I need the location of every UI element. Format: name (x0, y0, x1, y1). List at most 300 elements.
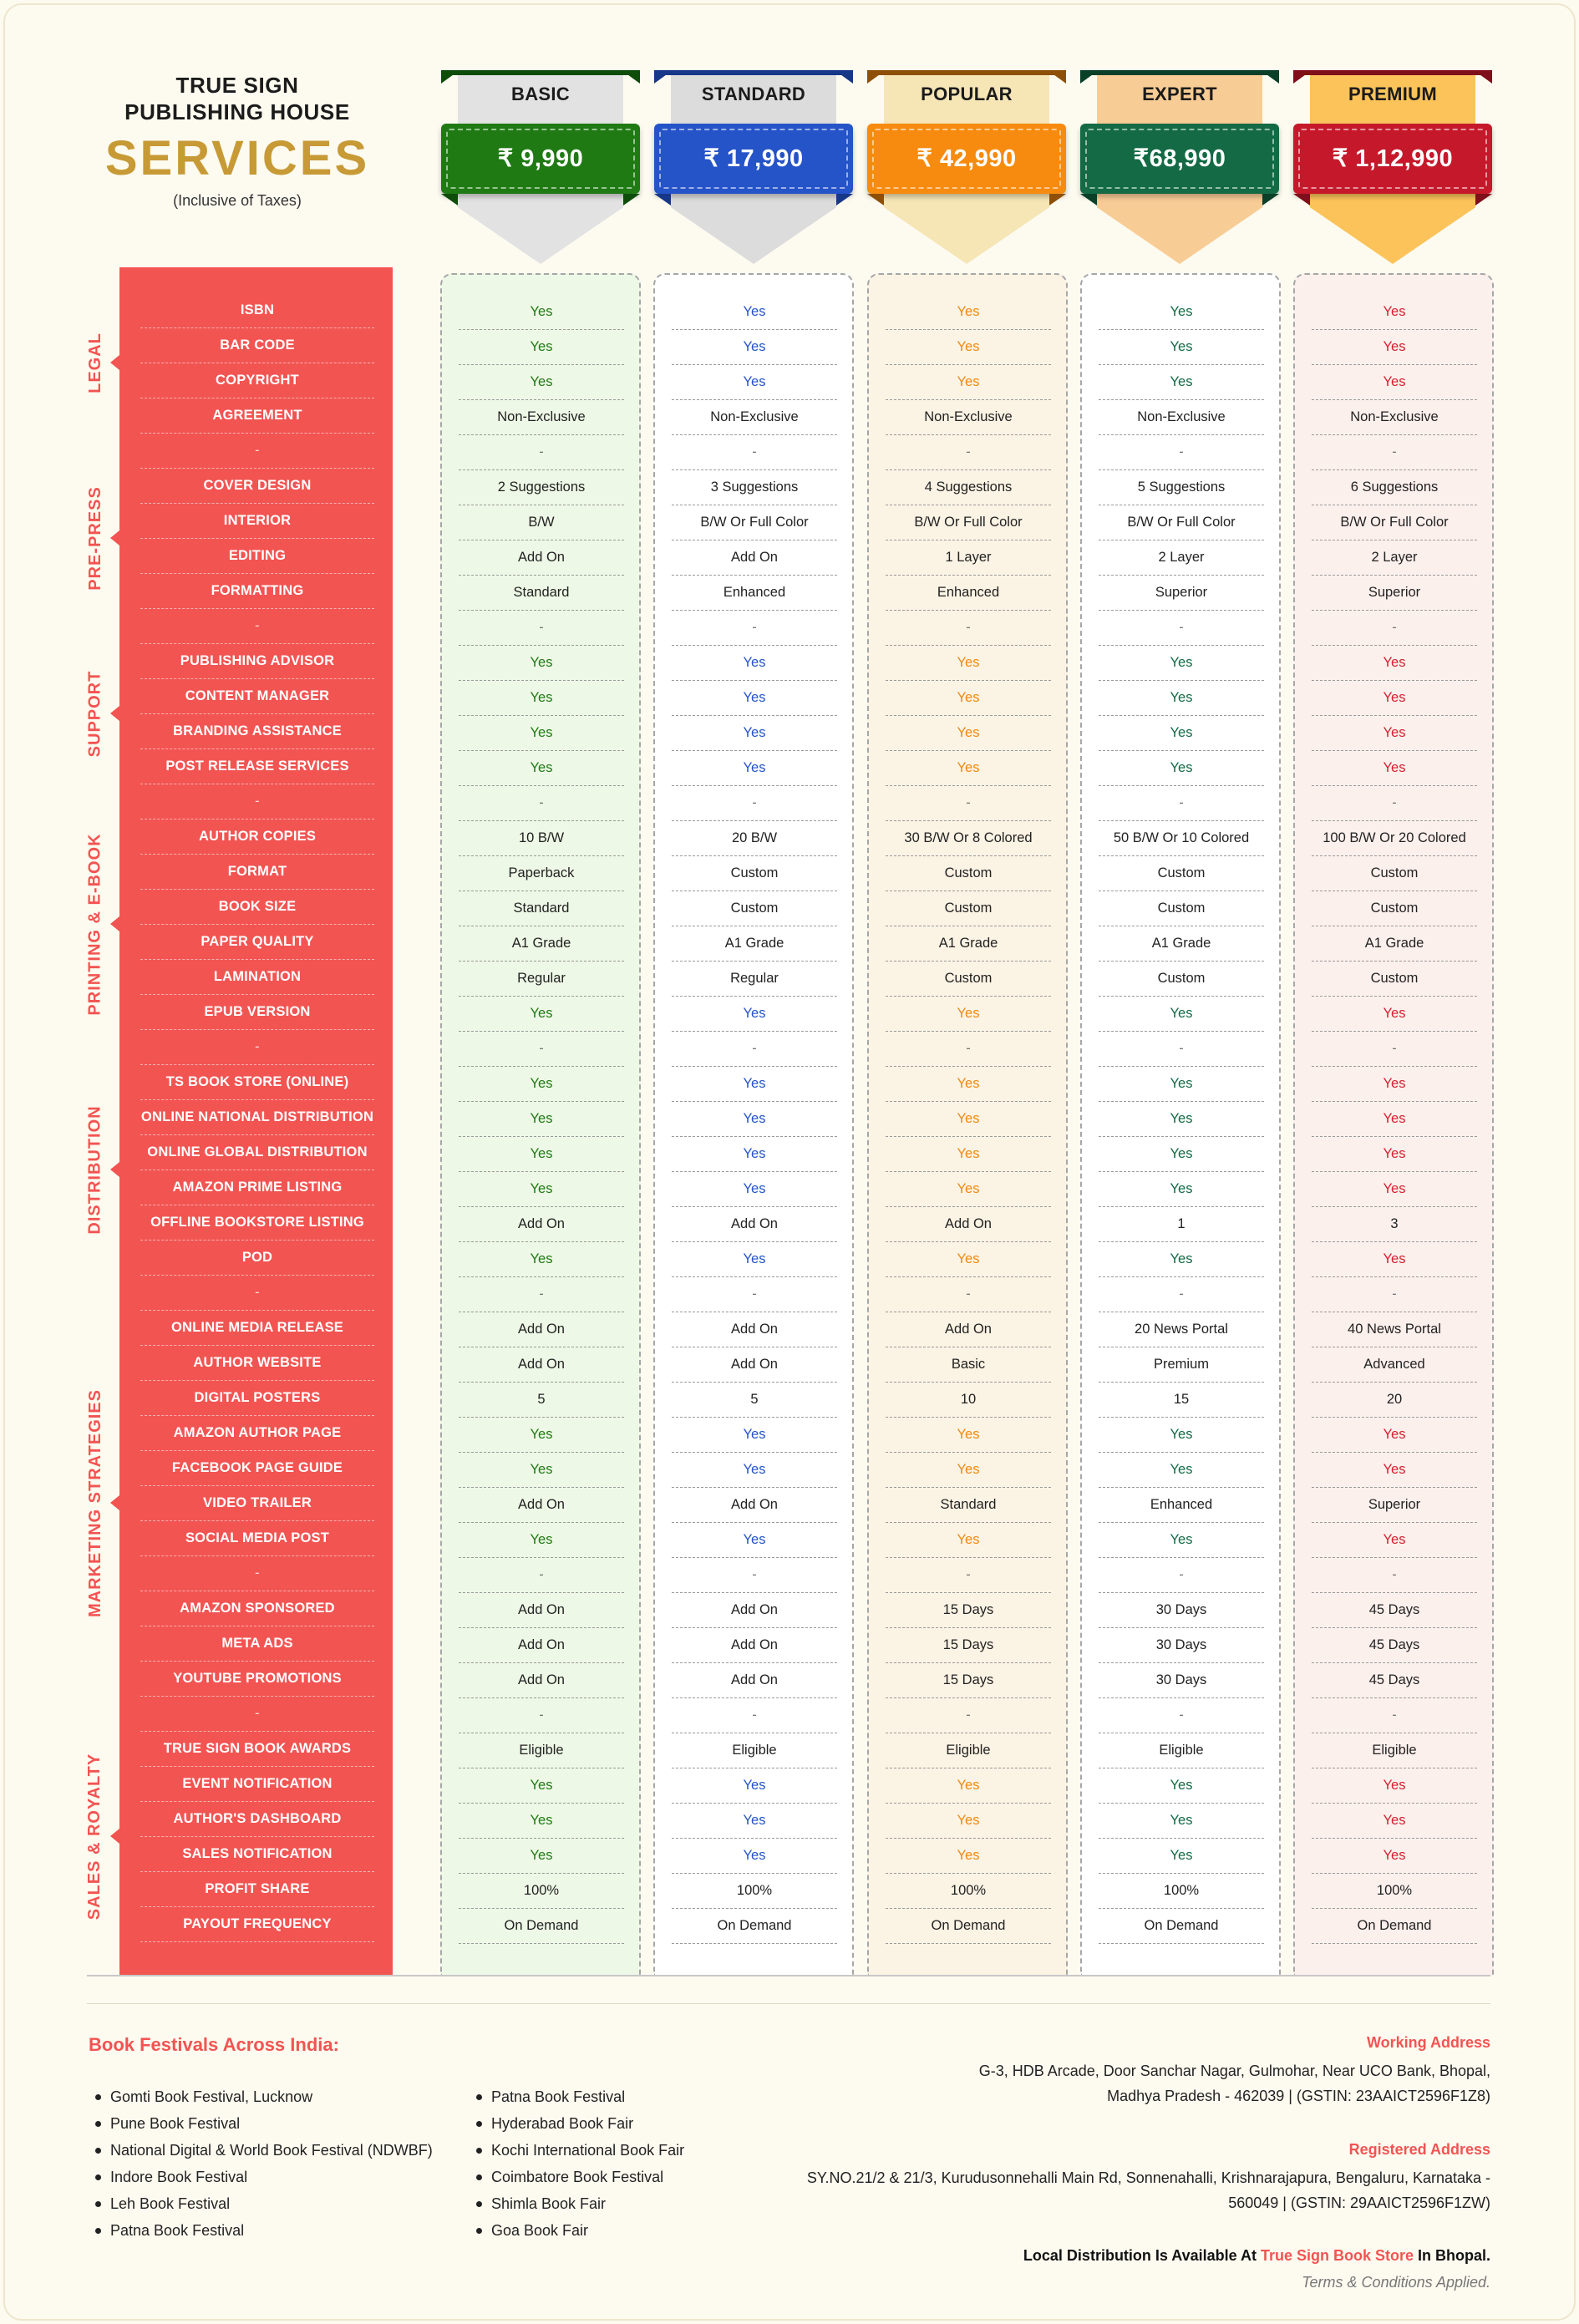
page-heading (89, 72, 386, 210)
table-spacer-cell: - (539, 1040, 544, 1056)
price-fold-left (654, 194, 671, 206)
feature-label-event-notification: EVENT NOTIFICATION (182, 1775, 333, 1791)
feature-label-lamination: LAMINATION (213, 968, 302, 984)
feature-spacer: - (255, 1705, 260, 1721)
category-marker (110, 530, 119, 545)
table-cell: Yes (957, 1461, 980, 1477)
table-cell: 30 Days (1155, 1672, 1207, 1687)
table-spacer-cell: - (966, 444, 971, 459)
table-cell: Yes (743, 1531, 766, 1547)
table-cell: Add On (518, 1356, 565, 1372)
table-cell: Yes (530, 1110, 553, 1126)
plan-column-basic (440, 273, 641, 1976)
table-cell: Yes (530, 1777, 553, 1793)
table-cell: Yes (1170, 759, 1193, 775)
table-cell: Yes (1170, 1777, 1193, 1793)
feature-label-payout-frequency: PAYOUT FREQUENCY (183, 1916, 332, 1931)
table-spacer-cell: - (752, 1286, 757, 1302)
feature-label-author-website: AUTHOR WEBSITE (193, 1354, 322, 1370)
table-cell: On Demand (717, 1917, 792, 1933)
feature-label-amazon-prime-listing: AMAZON PRIME LISTING (172, 1179, 343, 1195)
table-cell: Premium (1153, 1356, 1209, 1372)
table-cell: Yes (1383, 373, 1406, 389)
plan-price: ₹ 9,990 (497, 145, 584, 172)
plan-badge-standard (654, 70, 853, 264)
table-spacer-cell: - (752, 1566, 757, 1582)
feature-label-agreement: AGREEMENT (212, 407, 302, 423)
table-cell: Custom (1370, 900, 1419, 916)
store-link[interactable]: True Sign Book Store (1260, 2247, 1414, 2264)
table-cell: Add On (945, 1215, 992, 1231)
table-cell: Yes (530, 759, 553, 775)
table-cell: Yes (743, 1461, 766, 1477)
table-cell: Yes (1383, 338, 1406, 354)
table-cell: Add On (518, 549, 565, 565)
table-cell: Add On (518, 1672, 565, 1687)
table-cell: On Demand (1144, 1917, 1219, 1933)
table-cell: Yes (743, 1145, 766, 1161)
table-cell: 20 (1386, 1391, 1403, 1407)
table-spacer-cell: - (1179, 619, 1184, 635)
category-label: PRE-PRESS (85, 485, 104, 591)
table-cell: Superior (1155, 584, 1208, 600)
feature-label-online-media-release: ONLINE MEDIA RELEASE (171, 1319, 343, 1335)
table-cell: B/W Or Full Color (1340, 514, 1449, 530)
local-distribution-note (1023, 2247, 1490, 2265)
feature-label-branding-assistance: BRANDING ASSISTANCE (173, 723, 342, 738)
category-marker (110, 1162, 119, 1177)
table-cell: Yes (957, 1180, 980, 1196)
table-cell: Yes (957, 338, 980, 354)
table-spacer-cell: - (539, 794, 544, 810)
heading-tax-note: (Inclusive of Taxes) (173, 192, 302, 209)
table-cell: Regular (517, 970, 566, 986)
table-cell: Standard (513, 584, 570, 600)
festival-item: National Digital & World Book Festival (NDWBF) (89, 2137, 433, 2164)
table-cell: 15 (1173, 1391, 1190, 1407)
ribbon-bar (1089, 70, 1271, 75)
table-cell: Add On (945, 1321, 992, 1337)
cell-divider (459, 1943, 624, 1944)
table-spacer-cell: - (966, 1286, 971, 1302)
category-label: PRINTING & E-BOOK (85, 832, 104, 1016)
table-cell: Yes (743, 1777, 766, 1793)
festival-item: Indore Book Festival (89, 2164, 433, 2190)
table-cell: 20 News Portal (1135, 1321, 1228, 1337)
table-cell: Add On (518, 1321, 565, 1337)
plan-badge-expert (1080, 70, 1279, 264)
heading-services: SERVICES (104, 131, 370, 185)
feature-label-author-copies: AUTHOR COPIES (198, 828, 317, 844)
category-marker (110, 355, 119, 370)
table-cell: 100% (950, 1882, 987, 1898)
category-marker (110, 916, 119, 931)
feature-label-ts-book-store-online: TS BOOK STORE (ONLINE) (165, 1073, 349, 1089)
ribbon-bar (1302, 70, 1484, 75)
plan-price-box[interactable] (441, 124, 640, 194)
plan-name: STANDARD (701, 84, 806, 104)
table-cell: 3 (1390, 1215, 1399, 1231)
table-spacer-cell: - (539, 1707, 544, 1723)
feature-spacer: - (255, 793, 260, 809)
plan-name: PREMIUM (1348, 84, 1437, 104)
category-pre-press (84, 468, 107, 608)
table-cell: Yes (743, 1110, 766, 1126)
festival-item: Pune Book Festival (89, 2110, 433, 2137)
plan-name: BASIC (511, 84, 570, 104)
table-cell: Custom (1370, 865, 1419, 880)
category-legal (84, 292, 107, 433)
feature-label-author-s-dashboard: AUTHOR'S DASHBOARD (173, 1810, 342, 1826)
table-cell: Basic (951, 1356, 986, 1372)
table-cell: Custom (944, 865, 993, 880)
plan-badge-basic (441, 70, 640, 264)
feature-label-post-release-services: POST RELEASE SERVICES (165, 758, 349, 774)
ribbon-bar (876, 70, 1058, 75)
category-label: DISTRIBUTION (85, 1104, 104, 1235)
table-cell: Yes (743, 1847, 766, 1863)
working-address-title: Working Address (1366, 2034, 1490, 2051)
table-bottom-rule (87, 1975, 1490, 1976)
table-spacer-cell: - (1392, 619, 1397, 635)
price-fold-right (1475, 194, 1492, 206)
table-cell: 30 Days (1155, 1636, 1207, 1652)
table-spacer-cell: - (752, 1040, 757, 1056)
table-spacer-cell: - (1392, 1286, 1397, 1302)
table-cell: Yes (957, 373, 980, 389)
table-cell: 3 Suggestions (710, 479, 799, 495)
table-cell: Yes (1170, 689, 1193, 705)
plan-price-box[interactable] (1293, 124, 1492, 194)
plan-price: ₹ 42,990 (916, 145, 1017, 172)
table-cell: A1 Grade (938, 935, 998, 951)
feature-label-editing: EDITING (228, 547, 287, 563)
table-cell: Custom (944, 900, 993, 916)
table-cell: 45 Days (1368, 1672, 1420, 1687)
table-cell: Standard (513, 900, 570, 916)
feature-label-epub-version: EPUB VERSION (204, 1003, 311, 1019)
festival-item: Leh Book Festival (89, 2190, 433, 2217)
table-cell: On Demand (504, 1917, 579, 1933)
table-cell: Add On (731, 549, 778, 565)
registered-address-line-1: SY.NO.21/2 & 21/3, Kurudusonnehalli Main Rd, Sonnenahalli, Krishnarajapura, Bengaluru, Karnataka - (806, 2169, 1490, 2186)
table-cell: Yes (530, 1251, 553, 1266)
table-cell: A1 Grade (511, 935, 571, 951)
table-cell: Yes (530, 373, 553, 389)
table-cell: A1 Grade (1364, 935, 1424, 951)
category-label: SUPPORT (85, 670, 104, 757)
table-cell: Yes (957, 1812, 980, 1828)
table-cell: 5 (750, 1391, 759, 1407)
table-cell: Add On (518, 1636, 565, 1652)
table-spacer-cell: - (752, 794, 757, 810)
table-cell: Yes (957, 759, 980, 775)
price-fold-left (1080, 194, 1097, 206)
festival-item: Patna Book Festival (470, 2083, 684, 2110)
table-cell: 5 (537, 1391, 546, 1407)
table-spacer-cell: - (1392, 1707, 1397, 1723)
feature-label-pod: POD (241, 1249, 273, 1265)
table-cell: Yes (1170, 1461, 1193, 1477)
table-cell: Yes (1383, 1847, 1406, 1863)
table-spacer-cell: - (966, 619, 971, 635)
table-spacer-cell: - (966, 794, 971, 810)
table-cell: Yes (957, 1847, 980, 1863)
plan-price-box[interactable] (654, 124, 853, 194)
feature-spacer: - (255, 442, 260, 458)
table-cell: 40 News Portal (1348, 1321, 1441, 1337)
table-cell: Yes (743, 1075, 766, 1091)
table-cell: Yes (1170, 1145, 1193, 1161)
table-cell: Yes (530, 1145, 553, 1161)
plan-column-popular (867, 273, 1068, 1976)
working-address-line-2: Madhya Pradesh - 462039 | (GSTIN: 23AAICT2596F1Z8) (1107, 2088, 1490, 2104)
table-spacer-cell: - (1179, 1286, 1184, 1302)
table-cell: Yes (743, 1251, 766, 1266)
plan-column-standard (653, 273, 854, 1976)
table-cell: Add On (731, 1215, 778, 1231)
table-cell: A1 Grade (1151, 935, 1211, 951)
feature-column (119, 267, 393, 1976)
table-cell: Yes (743, 689, 766, 705)
category-marketing-strategies (84, 1310, 107, 1696)
table-cell: Yes (530, 1461, 553, 1477)
table-cell: Yes (1170, 1426, 1193, 1442)
table-cell: Regular (730, 970, 779, 986)
price-fold-right (1049, 194, 1066, 206)
table-cell: Yes (957, 1426, 980, 1442)
table-cell: Yes (530, 1812, 553, 1828)
footer-divider (87, 2003, 1490, 2004)
table-cell: Yes (743, 759, 766, 775)
table-cell: B/W Or Full Color (1127, 514, 1236, 530)
table-cell: Yes (1383, 1461, 1406, 1477)
plan-column-expert (1080, 273, 1281, 1976)
table-cell: Add On (518, 1215, 565, 1231)
feature-label-facebook-page-guide: FACEBOOK PAGE GUIDE (171, 1459, 343, 1475)
feature-label-online-global-distribution: ONLINE GLOBAL DISTRIBUTION (147, 1144, 368, 1159)
table-spacer-cell: - (752, 1707, 757, 1723)
table-spacer-cell: - (539, 1566, 544, 1582)
price-fold-right (623, 194, 640, 206)
table-cell: B/W (528, 514, 555, 530)
category-distribution (84, 1064, 107, 1275)
table-spacer-cell: - (1392, 444, 1397, 459)
table-cell: 6 Suggestions (1350, 479, 1439, 495)
table-cell: Yes (957, 689, 980, 705)
table-cell: Yes (743, 1180, 766, 1196)
feature-label-publishing-advisor: PUBLISHING ADVISOR (180, 652, 335, 668)
table-cell: On Demand (931, 1917, 1006, 1933)
table-cell: Non-Exclusive (497, 408, 586, 424)
heading-line-1: TRUE SIGN (175, 73, 299, 98)
category-marker (110, 1829, 119, 1844)
feature-label-formatting: FORMATTING (211, 582, 304, 598)
table-cell: Enhanced (937, 584, 1000, 600)
table-spacer-cell: - (1179, 444, 1184, 459)
table-cell: Standard (940, 1496, 997, 1512)
feature-label-isbn: ISBN (240, 302, 275, 317)
table-cell: Custom (730, 900, 779, 916)
cell-divider (1099, 1943, 1264, 1944)
festival-item: Coimbatore Book Festival (470, 2164, 684, 2190)
table-cell: Yes (743, 1426, 766, 1442)
table-cell: Yes (957, 654, 980, 670)
table-cell: Yes (1383, 1180, 1406, 1196)
table-spacer-cell: - (1392, 1566, 1397, 1582)
table-cell: Yes (957, 1110, 980, 1126)
table-cell: Eligible (946, 1742, 991, 1758)
table-spacer-cell: - (752, 619, 757, 635)
festival-list-2 (470, 2083, 684, 2244)
table-cell: Superior (1368, 1496, 1421, 1512)
table-cell: Yes (530, 689, 553, 705)
feature-label-bar-code: BAR CODE (220, 337, 295, 353)
table-cell: Yes (1170, 654, 1193, 670)
table-cell: Add On (518, 1601, 565, 1617)
table-cell: Enhanced (1150, 1496, 1213, 1512)
category-label: MARKETING STRATEGIES (85, 1388, 104, 1617)
registered-address-line-2: 560049 | (GSTIN: 29AAICT2596F1ZW) (1228, 2195, 1490, 2211)
table-cell: 10 (960, 1391, 977, 1407)
table-cell: Yes (1170, 724, 1193, 740)
plan-price: ₹ 1,12,990 (1332, 145, 1454, 172)
table-cell: Yes (1383, 1145, 1406, 1161)
feature-label-amazon-author-page: AMAZON AUTHOR PAGE (173, 1424, 342, 1440)
price-fold-right (836, 194, 853, 206)
table-spacer-cell: - (539, 1286, 544, 1302)
category-support (84, 643, 107, 784)
table-cell: 50 B/W Or 10 Colored (1113, 830, 1250, 845)
plan-column-premium (1293, 273, 1494, 1976)
table-cell: Yes (1170, 1531, 1193, 1547)
table-cell: Yes (530, 303, 553, 319)
table-cell: Non-Exclusive (1137, 408, 1226, 424)
table-cell: Yes (1170, 1180, 1193, 1196)
table-cell: Enhanced (723, 584, 786, 600)
table-cell: Yes (743, 724, 766, 740)
table-cell: 30 B/W Or 8 Colored (904, 830, 1033, 845)
table-cell: 100% (523, 1882, 560, 1898)
table-spacer-cell: - (1392, 1040, 1397, 1056)
table-cell: Add On (731, 1321, 778, 1337)
table-cell: 10 B/W (518, 830, 565, 845)
table-cell: 30 Days (1155, 1601, 1207, 1617)
table-cell: Yes (1383, 689, 1406, 705)
table-cell: 5 Suggestions (1137, 479, 1226, 495)
price-fold-right (1262, 194, 1279, 206)
festival-item: Kochi International Book Fair (470, 2137, 684, 2164)
feature-label-book-size: BOOK SIZE (218, 898, 297, 914)
table-cell: Yes (530, 1005, 553, 1021)
festival-item: Gomti Book Festival, Lucknow (89, 2083, 433, 2110)
table-cell: Yes (957, 303, 980, 319)
table-spacer-cell: - (539, 619, 544, 635)
category-sales-royalty (84, 1731, 107, 1941)
feature-label-copyright: COPYRIGHT (216, 372, 299, 388)
category-printing-e-book (84, 819, 107, 1029)
table-cell: Custom (1157, 900, 1206, 916)
feature-label-online-national-distribution: ONLINE NATIONAL DISTRIBUTION (140, 1109, 374, 1124)
table-cell: Yes (530, 654, 553, 670)
table-cell: Custom (730, 865, 779, 880)
table-cell: Yes (1170, 1075, 1193, 1091)
table-cell: Yes (1383, 1005, 1406, 1021)
table-cell: Yes (1383, 759, 1406, 775)
festivals-title: Book Festivals Across India: (89, 2034, 339, 2055)
feature-label-offline-bookstore-listing: OFFLINE BOOKSTORE LISTING (150, 1214, 364, 1230)
table-cell: 1 (1177, 1215, 1186, 1231)
table-cell: Eligible (519, 1742, 564, 1758)
table-cell: Yes (957, 1251, 980, 1266)
table-cell: Yes (1383, 1110, 1406, 1126)
feature-label-interior: INTERIOR (223, 512, 292, 528)
feature-label-profit-share: PROFIT SHARE (205, 1880, 310, 1896)
table-spacer-cell: - (1179, 1566, 1184, 1582)
table-cell: B/W Or Full Color (700, 514, 809, 530)
table-spacer-cell: - (539, 444, 544, 459)
table-cell: Advanced (1363, 1356, 1425, 1372)
table-cell: Yes (1383, 1075, 1406, 1091)
table-cell: Yes (743, 303, 766, 319)
cell-divider (1312, 1943, 1477, 1944)
plan-price: ₹ 17,990 (703, 145, 804, 172)
table-cell: On Demand (1357, 1917, 1432, 1933)
ribbon-bar (449, 70, 632, 75)
table-cell: 4 Suggestions (924, 479, 1013, 495)
price-fold-left (867, 194, 884, 206)
heading-line-2: PUBLISHING HOUSE (124, 99, 350, 124)
category-label: LEGAL (85, 332, 104, 393)
table-cell: Yes (743, 654, 766, 670)
table-cell: Yes (530, 1426, 553, 1442)
table-cell: 2 Layer (1158, 549, 1205, 565)
plan-price-box[interactable] (1080, 124, 1279, 194)
table-cell: Add On (518, 1496, 565, 1512)
feature-label-video-trailer: VIDEO TRAILER (202, 1494, 312, 1510)
plan-price-box[interactable] (867, 124, 1066, 194)
table-cell: Non-Exclusive (710, 408, 799, 424)
table-cell: Yes (1383, 1426, 1406, 1442)
registered-address (739, 2139, 1490, 2215)
feature-label-format: FORMAT (227, 863, 287, 879)
table-cell: Yes (1170, 338, 1193, 354)
table-cell: Eligible (1159, 1742, 1204, 1758)
table-cell: Yes (1383, 654, 1406, 670)
table-cell: Yes (530, 1075, 553, 1091)
table-cell: 100% (1163, 1882, 1200, 1898)
table-cell: A1 Grade (724, 935, 784, 951)
table-cell: B/W Or Full Color (914, 514, 1023, 530)
festival-item: Goa Book Fair (470, 2217, 684, 2244)
table-cell: Yes (743, 373, 766, 389)
table-cell: Yes (1383, 303, 1406, 319)
feature-label-youtube-promotions: YOUTUBE PROMOTIONS (173, 1670, 342, 1686)
table-cell: 45 Days (1368, 1601, 1420, 1617)
table-spacer-cell: - (1392, 794, 1397, 810)
table-spacer-cell: - (1179, 1707, 1184, 1723)
table-cell: Custom (1157, 970, 1206, 986)
category-label: SALES & ROYALTY (85, 1753, 104, 1920)
table-cell: Non-Exclusive (924, 408, 1013, 424)
feature-spacer: - (255, 1038, 260, 1054)
table-cell: Yes (530, 1531, 553, 1547)
table-cell: Add On (731, 1636, 778, 1652)
table-cell: 100% (736, 1882, 773, 1898)
table-cell: Eligible (732, 1742, 777, 1758)
cell-divider (672, 1943, 837, 1944)
ribbon-bar (663, 70, 845, 75)
